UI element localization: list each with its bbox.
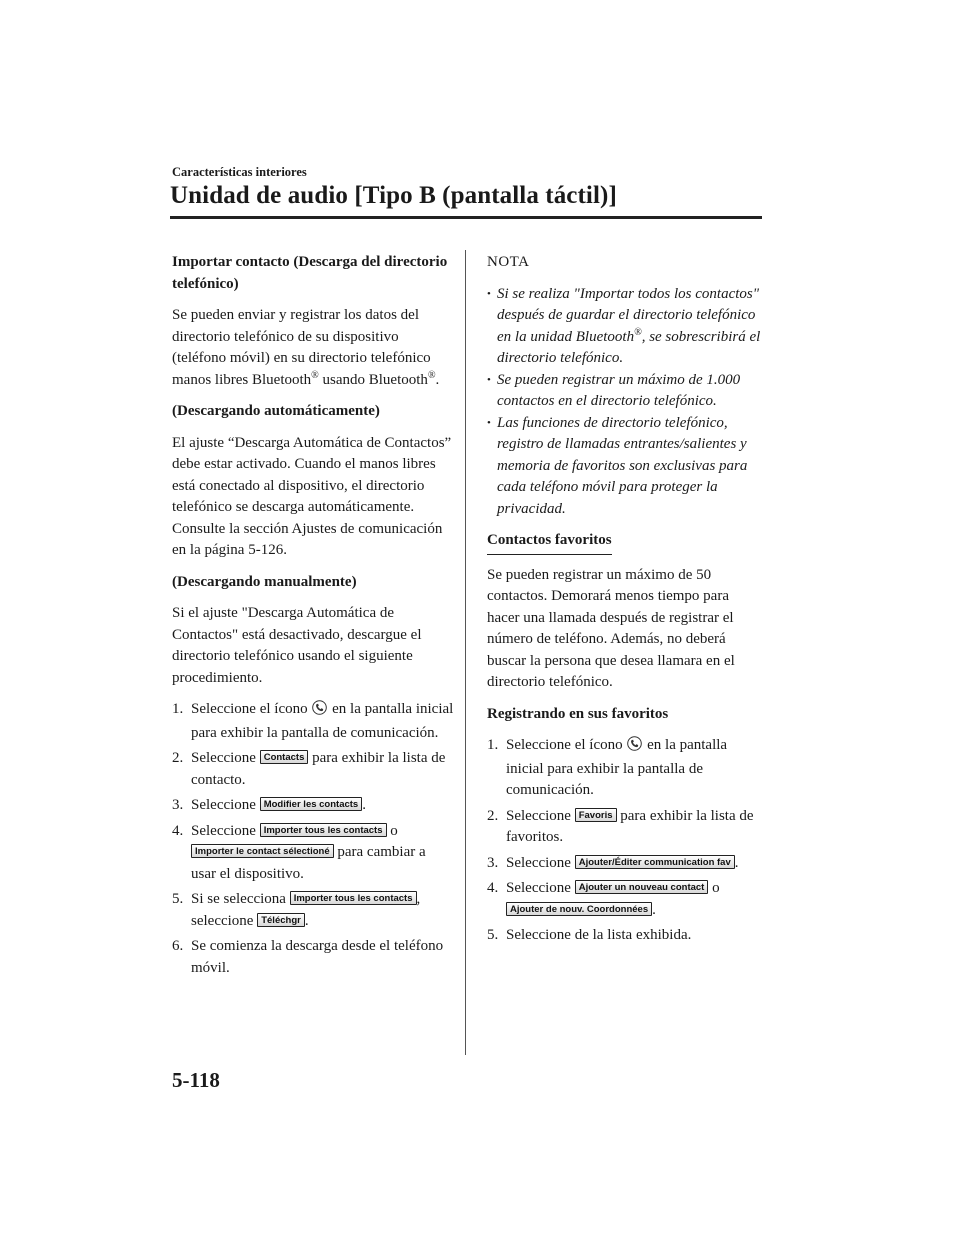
- manual-steps-list: [172, 699, 454, 979]
- list-item: 3. Seleccione Ajouter/Éditer communication fav .: [487, 854, 739, 871]
- import-all-contacts-button[interactable]: Importer tous les contacts: [290, 891, 417, 905]
- download-button[interactable]: Téléchgr: [257, 913, 305, 927]
- phone-icon: [627, 736, 642, 759]
- section-label: Características interiores: [172, 165, 307, 179]
- list-item: 5. Si se selecciona Importer tous les contacts , seleccione Téléchgr .: [172, 891, 421, 929]
- list-item: 6. Se comienza la descarga desde el teléfono móvil.: [172, 938, 444, 976]
- list-item: 2. Seleccione Favoris para exhibir la lista de favoritos.: [487, 807, 754, 845]
- favorites-button[interactable]: Favoris: [575, 808, 617, 822]
- add-edit-favorites-button[interactable]: Ajouter/Éditer communication fav: [575, 855, 735, 869]
- page-number: 5-118: [172, 1068, 220, 1092]
- column-divider: [465, 250, 466, 1055]
- list-item: 4. Seleccione Ajouter un nouveau contact o Ajouter de nouv. Coordonnées .: [487, 880, 720, 918]
- heading-import-contacts: Importar contacto (Descarga del directorio telefónico): [172, 254, 448, 292]
- list-item: • Si se realiza "Importar todos los contactos" después de guardar el directorio telefónico en la unidad Bluetooth®, se sobrescribirá el directorio telefónico.: [487, 284, 762, 370]
- contacts-button[interactable]: Contacts: [260, 750, 309, 764]
- note-title: NOTA: [487, 254, 530, 270]
- right-column: [487, 252, 762, 951]
- list-item: 2. Seleccione Contacts para exhibir la lista de contacto.: [172, 750, 446, 788]
- page-title: Unidad de audio [Tipo B (pantalla táctil)]: [170, 182, 617, 209]
- list-item: 3. Seleccione Modifier les contacts .: [172, 797, 366, 813]
- list-item: 4. Seleccione Importer tous les contacts o Importer le contact sélectioné para cambiar a usar el dispositivo.: [172, 822, 426, 882]
- heading-manual-download: (Descargando manualmente): [172, 573, 357, 590]
- import-all-contacts-button[interactable]: Importer tous les contacts: [260, 823, 387, 837]
- title-rule: [170, 216, 762, 219]
- add-new-details-button[interactable]: Ajouter de nouv. Coordonnées: [506, 902, 652, 916]
- import-selected-contact-button[interactable]: Importer le contact sélectioné: [191, 844, 334, 858]
- list-item: 1. Seleccione el ícono en la pantalla inicial para exhibir la pantalla de comunicación.: [487, 737, 728, 798]
- paragraph-auto-download: El ajuste “Descarga Automática de Contactos” debe estar activado. Cuando el manos libres está conectado al dispositivo, el directorio telefónico se descarga automáticamente. Consulte la sección Ajustes de comunicación en la página 5-126.: [172, 434, 452, 558]
- heading-favorite-contacts: Contactos favoritos: [487, 530, 612, 555]
- list-item: 5. Seleccione de la lista exhibida.: [487, 927, 692, 943]
- list-item: • Las funciones de directorio telefónico, registro de llamadas entrantes/salientes y memoria de favoritos son exclusivas para cada teléfono móvil para proteger la privacidad.: [487, 413, 762, 521]
- list-item: • Se pueden registrar un máximo de 1.000 contactos en el directorio telefónico.: [487, 370, 762, 413]
- favorites-steps-list: [487, 735, 762, 947]
- add-new-contact-button[interactable]: Ajouter un nouveau contact: [575, 880, 709, 894]
- paragraph-manual-download: Si el ajuste "Descarga Automática de Contactos" está desactivado, descargue el directorio telefónico usando el siguiente procedimiento.: [172, 605, 422, 686]
- heading-auto-download: (Descargando automáticamente): [172, 403, 380, 419]
- heading-register-favorites: Registrando en sus favoritos: [487, 705, 669, 722]
- left-column: [172, 252, 454, 983]
- phone-icon: [312, 700, 327, 723]
- notes-list: [487, 284, 762, 521]
- list-item: 1. Seleccione el ícono en la pantalla inicial para exhibir la pantalla de comunicación.: [172, 701, 454, 741]
- paragraph-favorites: Se pueden registrar un máximo de 50 contactos. Demorará menos tiempo para hacer una llamada después de registrar el número de teléfono. Además, no deberá buscar la persona que desea llamara en el directorio telefónico.: [487, 566, 735, 690]
- paragraph-intro: Se pueden enviar y registrar los datos del directorio telefónico de su dispositivo (teléfono móvil) en su directorio telefónico manos libres Bluetooth® usando Bluetooth®.: [172, 307, 440, 388]
- modify-contacts-button[interactable]: Modifier les contacts: [260, 797, 363, 811]
